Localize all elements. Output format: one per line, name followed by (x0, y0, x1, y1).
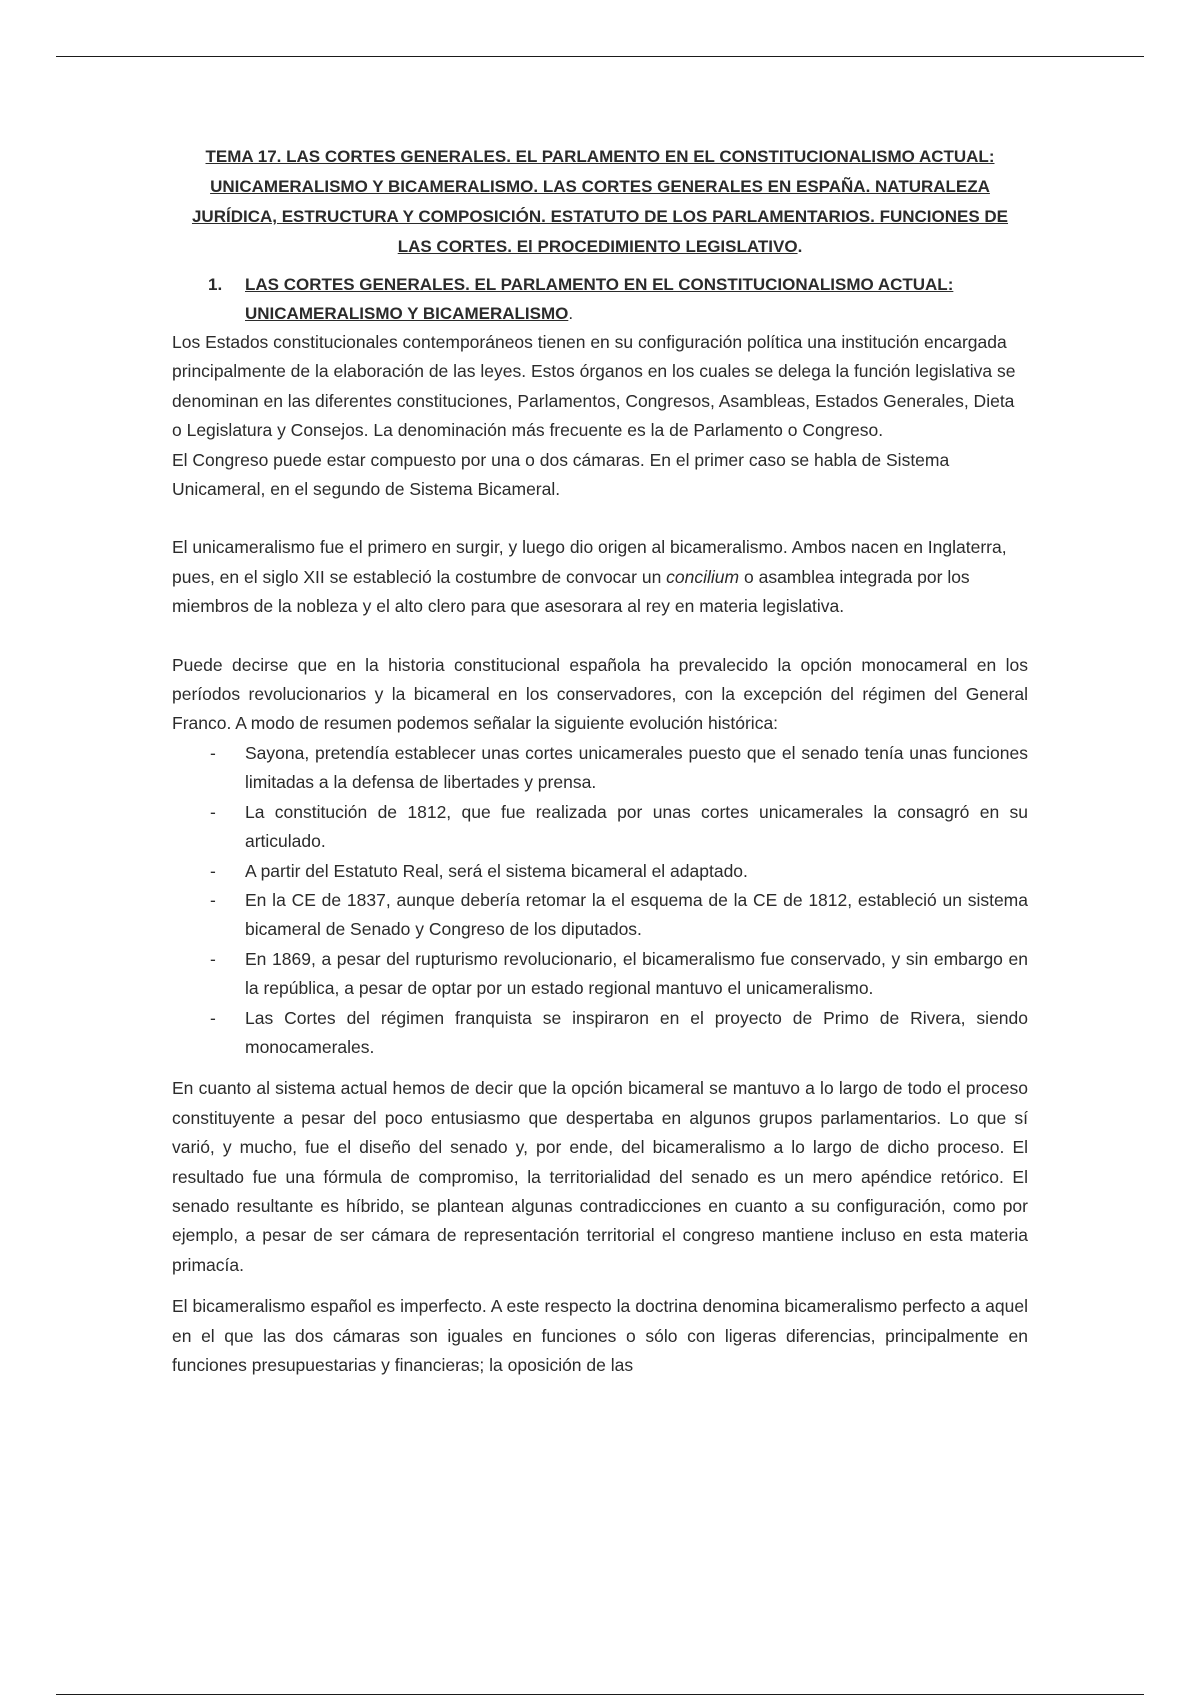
spacer (172, 622, 1028, 651)
spacer (172, 504, 1028, 533)
section-heading (172, 270, 1028, 328)
list-item-text: Las Cortes del régimen franquista se inspiraron en el proyecto de Primo de Rivera, siendo monocamerales. (245, 1007, 1028, 1057)
dash-bullet: - (210, 948, 216, 969)
document-title-text: TEMA 17. LAS CORTES GENERALES. EL PARLAMENTO EN EL CONSTITUCIONALISMO ACTUAL: UNICAMERALISMO Y BICAMERALISMO. LAS CORTES GENERALES EN ESPAÑA. NATURALEZA JURÍDICA, ESTRUCTURA Y COMPOSICIÓN. ESTATUTO DE LOS PARLAMENTARIOS. FUNCIONES DE LAS CORTES. El PROCEDIMIENTO LEGISLATIVO (191, 147, 1009, 256)
list-item (172, 945, 1028, 1004)
paragraph-4: Puede decirse que en la historia constitucional española ha prevalecido la opción monocameral en los períodos revolucionarios y la bicameral en los conservadores, con la excepción del régimen del General Franco. A modo de resumen podemos señalar la siguiente evolución histórica: (172, 654, 1028, 734)
list-item (172, 1004, 1028, 1063)
spacer (172, 1280, 1028, 1292)
list-item-text: En 1869, a pesar del rupturismo revolucionario, el bicameralismo fue conservado, y sin embargo en la república, a pesar de optar por un estado regional mantuvo el unicameralismo. (245, 948, 1028, 999)
header-rule (56, 56, 1144, 57)
dash-bullet: - (210, 860, 216, 881)
document-title-end: . (797, 237, 803, 256)
list-item (172, 798, 1028, 857)
history-list (172, 739, 1028, 1062)
list-item-text: En la CE de 1837, aunque debería retomar la el esquema de la CE de 1812, estableció un sistema bicameral de Senado y Congreso de los diputados. (245, 889, 1028, 940)
paragraph-3-part-a: El unicameralismo fue el primero en surgir, y luego dio origen al bicameralismo. Ambos nacen en Inglaterra, pues, en el siglo XII se estableció la costumbre de convocar un (172, 537, 1007, 587)
paragraph-3 (172, 533, 1028, 621)
footer-rule (56, 1694, 1144, 1695)
paragraph-3-italic: concilium (666, 566, 740, 587)
section-heading-text: LAS CORTES GENERALES. EL PARLAMENTO EN EL CONSTITUCIONALISMO ACTUAL: UNICAMERALISMO Y BICAMERALISMO (245, 275, 954, 323)
document-body (172, 142, 1028, 1380)
list-item-text: A partir del Estatuto Real, será el sistema bicameral el adaptado. (245, 860, 748, 881)
dash-bullet: - (210, 742, 216, 763)
paragraph-1: Los Estados constitucionales contemporáneos tienen en su configuración política una institución encargada principalmente de la elaboración de las leyes. Estos órganos en los cuales se delega la función legislativa se denominan en las diferentes constituciones, Parlamentos, Congresos, Asambleas, Estados Generales, Dieta o Legislatura y Consejos. La denominación más frecuente es la de Parlamento o Congreso. (172, 332, 1016, 441)
spacer (172, 1062, 1028, 1074)
paragraph-5: En cuanto al sistema actual hemos de decir que la opción bicameral se mantuvo a lo largo de todo el proceso constituyente a pesar del poco entusiasmo que despertaba en algunos grupos parlamentarios. Lo que sí varió, y mucho, fue el diseño del senado y, por ende, del bicameralismo a lo largo de dicho proceso. El resultado fue una fórmula de compromiso, la territorialidad del senado es un mero apéndice retórico. El senado resultante es híbrido, se plantean algunas contradicciones en cuanto a su configuración, como por ejemplo, a pesar de ser cámara de representación territorial el congreso mantiene incluso en esta materia primacía. (172, 1078, 1028, 1275)
list-item-text: Sayona, pretendía establecer unas cortes unicamerales puesto que el senado tenía unas funciones limitadas a la defensa de libertades y prensa. (245, 742, 1028, 793)
list-item (172, 886, 1028, 945)
paragraph-6: El bicameralismo español es imperfecto. A este respecto la doctrina denomina bicameralismo perfecto a aquel en el que las dos cámaras son iguales en funciones o sólo con ligeras diferencias, principalmente en funciones presupuestarias y financieras; la oposición de las (172, 1296, 1028, 1375)
section-number: 1. (208, 275, 223, 294)
section-heading-block (245, 270, 985, 328)
dash-bullet: - (210, 889, 216, 910)
list-item (172, 739, 1028, 798)
dash-bullet: - (210, 801, 216, 822)
dash-bullet: - (210, 1007, 216, 1028)
document-title (172, 142, 1028, 262)
list-item-text: La constitución de 1812, que fue realizada por unas cortes unicamerales la consagró en su articulado. (245, 801, 1028, 852)
paragraph-3-part-b: o asamblea integrada por los miembros de la nobleza y el alto clero para que asesorara al rey en materia legislativa. (172, 566, 970, 617)
list-item (172, 857, 1028, 886)
paragraph-2: El Congreso puede estar compuesto por una o dos cámaras. En el primer caso se habla de Sistema Unicameral, en el segundo de Sistema Bicameral. (172, 449, 950, 500)
section-heading-end: . (568, 304, 574, 323)
